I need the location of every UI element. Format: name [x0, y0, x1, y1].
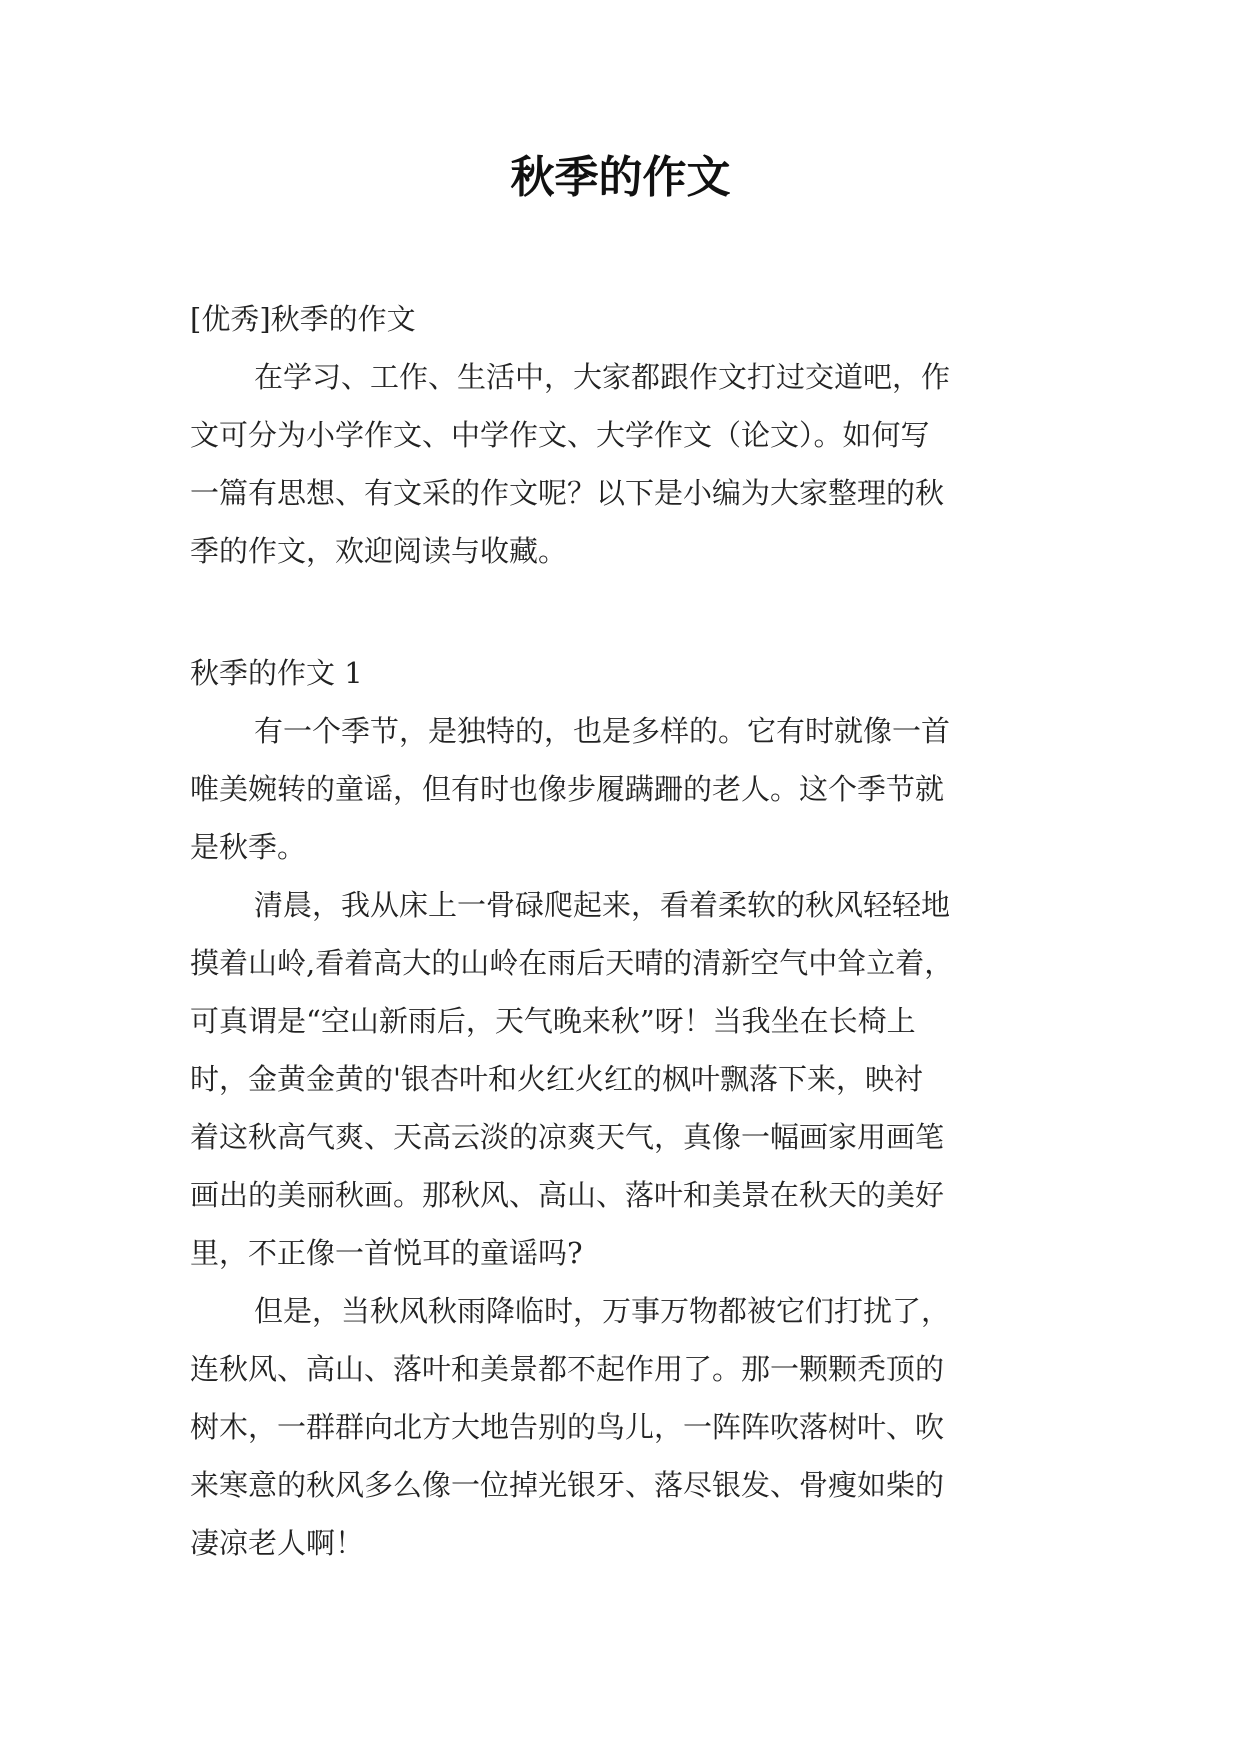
document-body	[190, 290, 1050, 1572]
paragraph-line: 着这秋高气爽、天高云淡的凉爽天气，真像一幅画家用画笔	[190, 1120, 945, 1154]
paragraph-line: 树木，一群群向北方大地告别的鸟儿，一阵阵吹落树叶、吹	[190, 1410, 945, 1444]
intro-heading: [优秀]秋季的作文	[190, 302, 416, 336]
intro-paragraph	[190, 348, 1050, 580]
paragraph-line: 画出的美丽秋画。那秋风、高山、落叶和美景在秋天的美好	[190, 1178, 945, 1212]
paragraph-line: 清晨，我从床上一骨碌爬起来，看着柔软的秋风轻轻地	[254, 888, 951, 922]
paragraph-line: 季的作文，欢迎阅读与收藏。	[190, 534, 568, 568]
paragraph-line: 唯美婉转的童谣，但有时也像步履蹒跚的老人。这个季节就	[190, 772, 945, 806]
paragraph-1	[190, 702, 1050, 876]
paragraph-line: 但是，当秋风秋雨降临时，万事万物都被它们打扰了，	[254, 1294, 951, 1328]
paragraph-3	[190, 1282, 1050, 1572]
paragraph-line: 一篇有思想、有文采的作文呢？以下是小编为大家整理的秋	[190, 476, 945, 510]
document-title: 秋季的作文	[510, 152, 731, 203]
paragraph-line: 里，不正像一首悦耳的童谣吗?	[190, 1236, 583, 1270]
paragraph-line: 时，金黄金黄的'银杏叶和火红火红的枫叶飘落下来，映衬	[190, 1062, 923, 1096]
paragraph-line: 来寒意的秋风多么像一位掉光银牙、落尽银发、骨瘦如柴的	[190, 1468, 945, 1502]
paragraph-line: 有一个季节，是独特的，也是多样的。它有时就像一首	[254, 714, 951, 748]
paragraph-line: 凄凉老人啊！	[190, 1526, 365, 1560]
paragraph-line: 可真谓是“空山新雨后，天气晚来秋”呀！当我坐在长椅上	[190, 1004, 916, 1038]
paragraph-line: 连秋风、高山、落叶和美景都不起作用了。那一颗颗秃顶的	[190, 1352, 945, 1386]
paragraph-line: 是秋季。	[190, 830, 307, 864]
paragraph-line: 文可分为小学作文、中学作文、大学作文（论文）。如何写	[190, 418, 930, 452]
paragraph-line: 在学习、工作、生活中，大家都跟作文打过交道吧，作	[254, 360, 951, 394]
paragraph-2	[190, 876, 1050, 1282]
section-heading: 秋季的作文 1	[190, 656, 363, 690]
paragraph-line: 摸着山岭,看着高大的山岭在雨后天晴的清新空气中耸立着，	[190, 946, 954, 980]
section-spacer	[190, 580, 1050, 644]
